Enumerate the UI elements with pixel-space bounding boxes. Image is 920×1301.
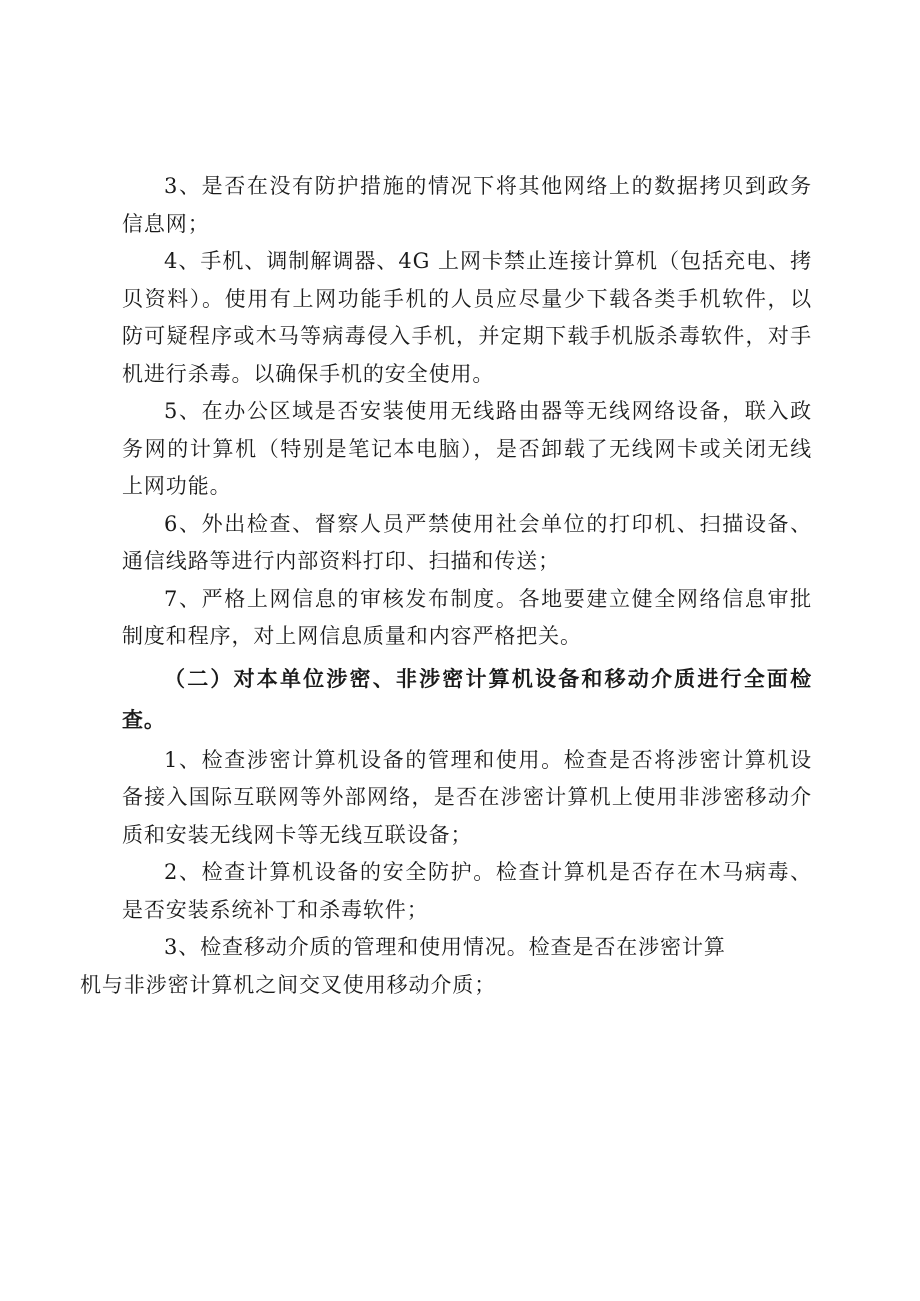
document-page <box>80 168 812 1004</box>
paragraph-check-3 <box>80 929 812 1004</box>
paragraph-check-1: 1、检查涉密计算机设备的管理和使用。检查是否将涉密计算机设备接入国际互联网等外部网络，是否在涉密计算机上使用非涉密移动介质和安装无线网卡等无线互联设备； <box>122 747 812 847</box>
paragraph-item-4: 4、手机、调制解调器、4G 上网卡禁止连接计算机（包括充电、拷贝资料）。使用有上网功能手机的人员应尽量少下载各类手机软件，以防可疑程序或木马等病毒侵入手机，并定期下载手机版杀毒软件，对手机进行杀毒。以确保手机的安全使用。 <box>122 249 812 386</box>
paragraph-check-3-line2: 机与非涉密计算机之间交叉使用移动介质； <box>80 972 497 997</box>
paragraph-check-2: 2、检查计算机设备的安全防护。检查计算机是否存在木马病毒、是否安装系统补丁和杀毒软件； <box>122 860 812 922</box>
section-heading: （二）对本单位涉密、非涉密计算机设备和移动介质进行全面检查。 <box>122 665 812 732</box>
paragraph-item-7: 7、严格上网信息的审核发布制度。各地要建立健全网络信息审批制度和程序，对上网信息质量和内容严格把关。 <box>122 586 812 648</box>
paragraph-item-5: 5、在办公区域是否安装使用无线路由器等无线网络设备，联入政务网的计算机（特别是笔记本电脑），是否卸载了无线网卡或关闭无线上网功能。 <box>122 399 812 498</box>
paragraph-check-3-line1: 3、检查移动介质的管理和使用情况。检查是否在涉密计算 <box>164 935 726 959</box>
paragraph-item-6: 6、外出检查、督察人员严禁使用社会单位的打印机、扫描设备、通信线路等进行内部资料打印、扫描和传送； <box>122 511 812 573</box>
paragraph-item-3: 3、是否在没有防护措施的情况下将其他网络上的数据拷贝到政务信息网； <box>122 174 812 236</box>
